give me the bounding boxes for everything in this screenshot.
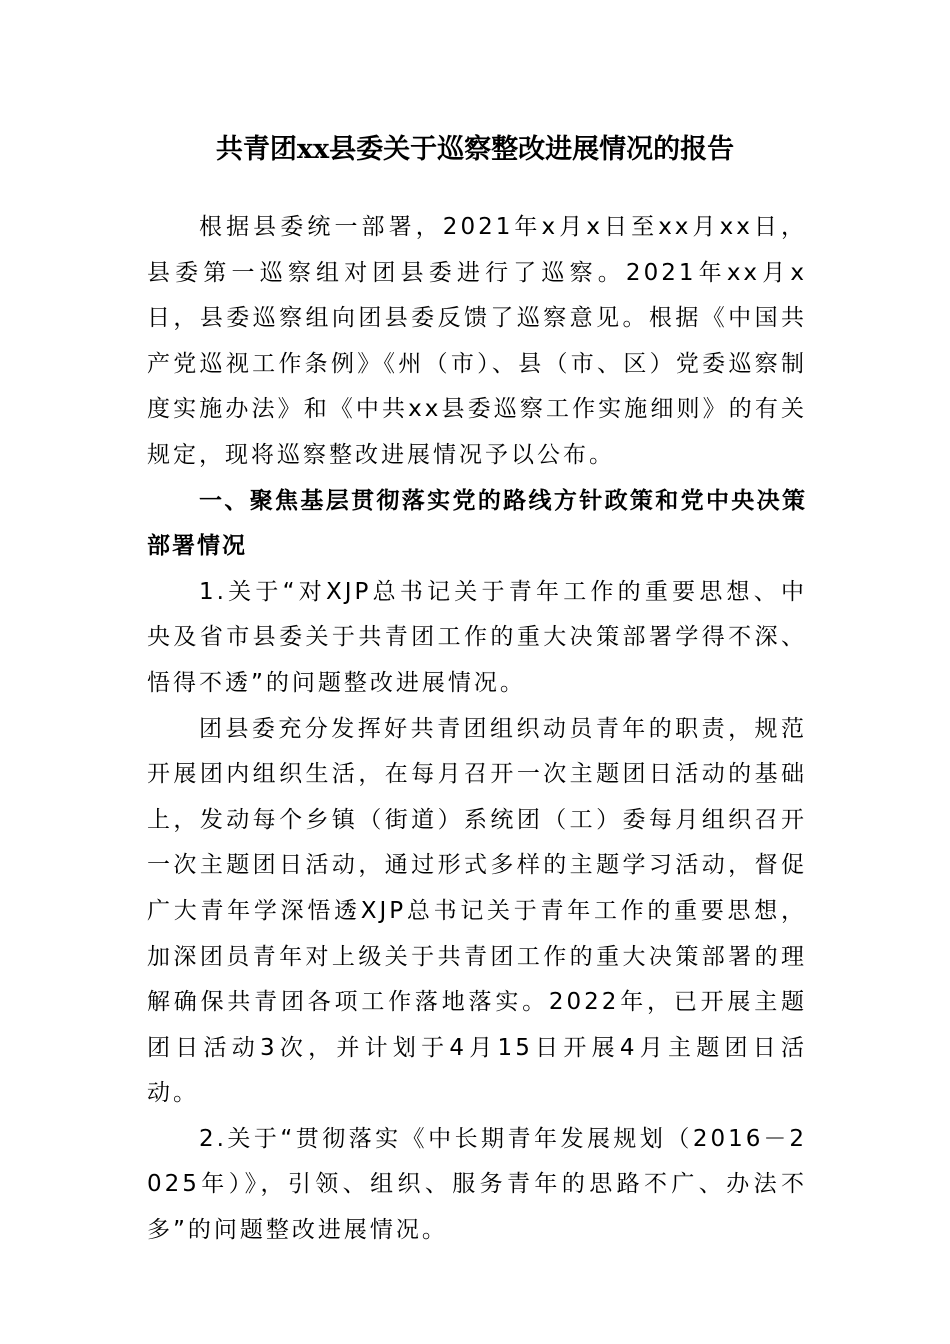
- paragraph-item-2-title: 2.关于“贯彻落实《中长期青年发展规划（2016－2025年）》，引领、组织、服务青年的思路不广、办法不多”的问题整改进展情况。: [147, 1125, 807, 1244]
- document-title: 共青团xx县委关于巡察整改进展情况的报告: [215, 134, 735, 165]
- section-heading-1: 一、聚焦基层贯彻落实党的路线方针政策和党中央决策部署情况: [147, 487, 807, 560]
- paragraph-intro: 根据县委统一部署，2021年x月x日至xx月xx日，县委第一巡察组对团县委进行了巡察。2021年xx月x日，县委巡察组向团县委反馈了巡察意见。根据《中国共产党巡视工作条例》《州（市）、县（市、区）党委巡察制度实施办法》和《中共xx县委巡察工作实施细则》的有关规定，现将巡察整改进展情况予以公布。: [147, 214, 807, 468]
- paragraph-item-1-body: 团县委充分发挥好共青团组织动员青年的职责，规范开展团内组织生活，在每月召开一次主题团日活动的基础上，发动每个乡镇（街道）系统团（工）委每月组织召开一次主题团日活动，通过形式多样的主题学习活动，督促广大青年学深悟透XJP总书记关于青年工作的重要思想，加深团员青年对上级关于共青团工作的重大决策部署的理解确保共青团各项工作落地落实。2022年，已开展主题团日活动3次，并计划于4月15日开展4月主题团日活动。: [147, 715, 807, 1107]
- paragraph-item-1-title: 1.关于“对XJP总书记关于青年工作的重要思想、中央及省市县委关于共青团工作的重大决策部署学得不深、悟得不透”的问题整改进展情况。: [147, 578, 807, 696]
- document-body: [147, 205, 807, 1254]
